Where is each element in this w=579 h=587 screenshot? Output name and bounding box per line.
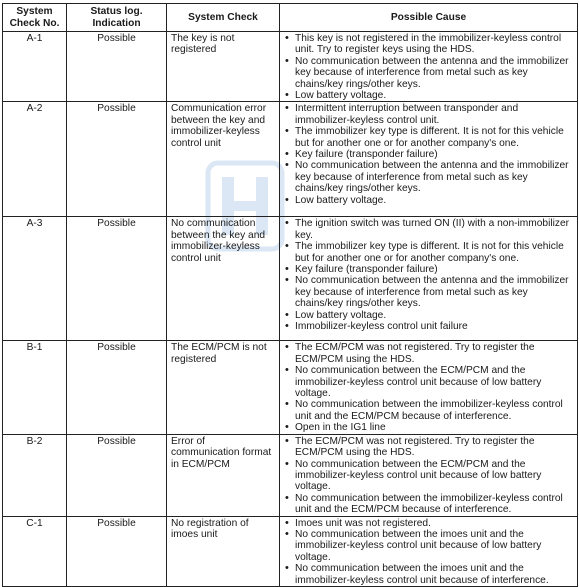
cause-item: • The ECM/PCM was not registered. Try to register the ECM/PCM using the HDS. (295, 342, 573, 365)
check-no-cell: B-2 (3, 434, 67, 516)
cause-list (284, 342, 573, 433)
cause-item: • No communication between the antenna and the immobilizer key because of interference from metal such as key chains/key rings/other keys. (295, 275, 573, 309)
possible-cause-cell (280, 102, 578, 217)
cause-item: • No communication between the immobilizer-keyless control unit and the ECM/PCM because of interference. (295, 399, 573, 422)
cause-item: • Low battery voltage. (295, 195, 573, 206)
system-check-cell: Communication error between the key and immobilizer-keyless control unit (167, 102, 280, 217)
cause-list (284, 518, 573, 586)
possible-cause-cell (280, 32, 578, 102)
check-no-cell: A-2 (3, 102, 67, 217)
table-row (3, 434, 578, 516)
status-cell: Possible (67, 32, 167, 102)
table-row (3, 217, 578, 341)
system-check-cell: No registration of imoes unit (167, 516, 280, 586)
status-cell: Possible (67, 102, 167, 217)
status-cell: Possible (67, 341, 167, 434)
cause-item: • No communication between the ECM/PCM and the immobilizer-keyless control unit because of low battery voltage. (295, 459, 573, 493)
cause-item: • Open in the IG1 line (295, 422, 573, 433)
cause-item: • No communication between the immobilizer-keyless control unit and the ECM/PCM because of interference. (295, 493, 573, 516)
table-body (3, 32, 578, 587)
cause-item: • This key is not registered in the immobilizer-keyless control unit. Try to register keys using the HDS. (295, 33, 573, 56)
cause-item: • No communication between the imoes unit and the immobilizer-keyless control unit because of interference. (295, 563, 573, 586)
cause-list (284, 103, 573, 206)
check-no-cell: A-3 (3, 217, 67, 341)
cause-item: • No communication between the ECM/PCM and the immobilizer-keyless control unit because of low battery voltage. (295, 365, 573, 399)
cause-item: • No communication between the antenna and the immobilizer key because of interference from metal such as key chains/key rings/other keys. (295, 160, 573, 194)
status-cell: Possible (67, 516, 167, 586)
cause-item: • Low battery voltage. (295, 310, 573, 321)
table-row (3, 102, 578, 217)
cause-item: • The immobilizer key type is different. It is not for this vehicle but for another one or for another company's one. (295, 126, 573, 149)
possible-cause-cell (280, 341, 578, 434)
cause-item: • Key failure (transponder failure) (295, 264, 573, 275)
check-no-cell: C-1 (3, 516, 67, 586)
cause-list (284, 218, 573, 332)
cause-list (284, 33, 573, 101)
cause-item: • Low battery voltage. (295, 90, 573, 101)
cause-item: • Key failure (transponder failure) (295, 149, 573, 160)
header-check-no: System Check No. (3, 4, 67, 32)
possible-cause-cell (280, 516, 578, 586)
header-system-check: System Check (167, 4, 280, 32)
header-status: Status log. Indication (67, 4, 167, 32)
system-check-cell: Error of communication format in ECM/PCM (167, 434, 280, 516)
cause-item: • No communication between the imoes unit and the immobilizer-keyless control unit because of low battery voltage. (295, 529, 573, 563)
cause-item: • The immobilizer key type is different. It is not for this vehicle but for another one or for another company's one. (295, 241, 573, 264)
cause-item: • No communication between the antenna and the immobilizer key because of interference from metal such as key chains/key rings/other keys. (295, 56, 573, 90)
status-cell: Possible (67, 434, 167, 516)
diagnosis-table (2, 3, 578, 587)
cause-item: • The ignition switch was turned ON (II) with a non-immobilizer key. (295, 218, 573, 241)
header-possible-cause: Possible Cause (280, 4, 578, 32)
system-check-cell: No communication between the key and immobilizer-keyless control unit (167, 217, 280, 341)
cause-item: • Intermittent interruption between transponder and immobilizer-keyless control unit. (295, 103, 573, 126)
table-row (3, 32, 578, 102)
possible-cause-cell (280, 217, 578, 341)
cause-list (284, 436, 573, 516)
cause-item: • Immobilizer-keyless control unit failure (295, 321, 573, 332)
table-row (3, 516, 578, 586)
status-cell: Possible (67, 217, 167, 341)
table-row (3, 341, 578, 434)
possible-cause-cell (280, 434, 578, 516)
system-check-cell: The key is not registered (167, 32, 280, 102)
check-no-cell: B-1 (3, 341, 67, 434)
system-check-cell: The ECM/PCM is not registered (167, 341, 280, 434)
cause-item: • The ECM/PCM was not registered. Try to register the ECM/PCM using the HDS. (295, 436, 573, 459)
cause-item: • Imoes unit was not registered. (295, 518, 573, 529)
check-no-cell: A-1 (3, 32, 67, 102)
table-header-row (3, 4, 578, 32)
